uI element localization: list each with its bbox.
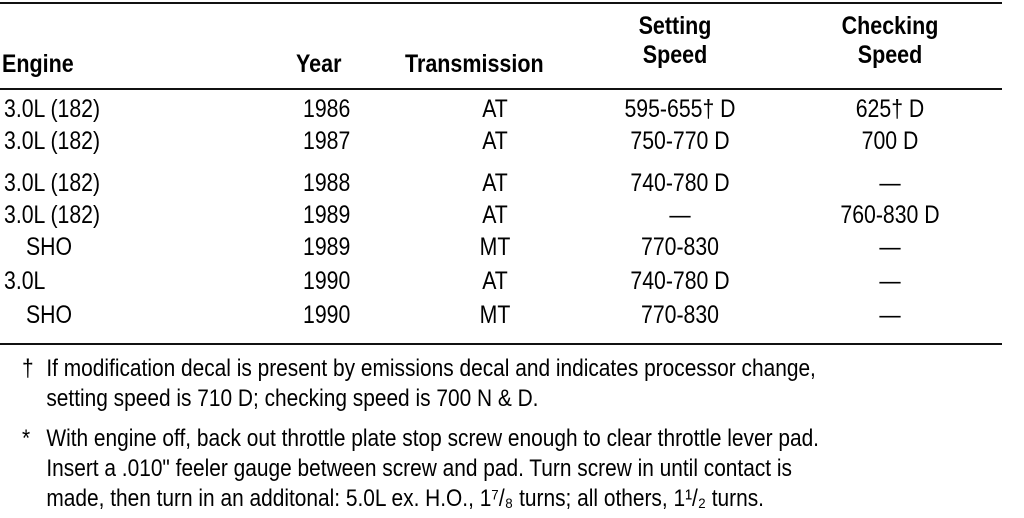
notes-rule (0, 343, 1002, 345)
cell-checking: — (879, 267, 901, 295)
cell-transmission: MT (479, 233, 511, 261)
cell-setting: 740-780 D (630, 267, 730, 295)
cell-setting: 750-770 D (630, 127, 730, 155)
cell-year: 1989 (303, 233, 351, 261)
cell-setting: 770-830 (641, 233, 719, 261)
footnote-line (22, 454, 979, 484)
cell-checking: 700 D (861, 127, 919, 155)
cell-engine: 3.0L (182) (4, 95, 101, 123)
cell-transmission: AT (482, 95, 508, 123)
cell-engine: SHO (26, 233, 73, 261)
header-engine: Engine (2, 50, 74, 78)
cell-checking: — (879, 233, 901, 261)
header-checking-speed (821, 12, 959, 70)
cell-setting: 740-780 D (630, 169, 730, 197)
cell-transmission: AT (482, 201, 508, 229)
cell-year: 1987 (303, 127, 351, 155)
cell-transmission: AT (482, 267, 508, 295)
footnote-line (22, 384, 979, 414)
cell-engine: SHO (26, 301, 73, 329)
header-setting-speed (611, 12, 740, 70)
cell-year: 1988 (303, 169, 351, 197)
footnote (22, 354, 979, 414)
header-checking-line1: Checking (841, 12, 939, 40)
cell-setting: 595-655† D (624, 95, 736, 123)
cell-year: 1990 (303, 267, 351, 295)
cell-checking: — (879, 301, 901, 329)
footnote-line (22, 424, 979, 454)
cell-transmission: AT (482, 169, 508, 197)
cell-checking: 625† D (855, 95, 925, 123)
header-setting-line1: Setting (638, 12, 712, 40)
cell-transmission: AT (482, 127, 508, 155)
footnote-text: With engine off, back out throttle plate stop screw enough to clear throttle lever pad. (46, 425, 819, 452)
cell-checking: — (879, 169, 901, 197)
header-rule (0, 88, 1002, 90)
footnote-line (22, 484, 979, 514)
cell-engine: 3.0L (182) (4, 169, 101, 197)
header-checking-line2: Speed (857, 41, 923, 69)
header-year: Year (296, 50, 342, 78)
cell-transmission: MT (479, 301, 511, 329)
footnote-text: If modification decal is present by emissions decal and indicates processor change, (46, 355, 816, 382)
cell-checking: 760-830 D (840, 201, 940, 229)
cell-setting: 770-830 (641, 301, 719, 329)
header-transmission: Transmission (405, 50, 544, 78)
cell-engine: 3.0L (182) (4, 127, 101, 155)
top-rule (0, 2, 1002, 4)
cell-year: 1989 (303, 201, 351, 229)
footnote-text: made, then turn in an additonal: 5.0L ex. H.O., 1⁷/₈ turns; all others, 1¹/₂ turns. (46, 485, 764, 512)
cell-year: 1990 (303, 301, 351, 329)
footnote-mark: * (22, 425, 31, 452)
cell-engine: 3.0L (4, 267, 46, 295)
footnote-text: Insert a .010" feeler gauge between screw and pad. Turn screw in until contact is (46, 455, 792, 482)
cell-year: 1986 (303, 95, 351, 123)
footnote-text: setting speed is 710 D; checking speed is 700 N & D. (46, 385, 539, 412)
cell-setting: — (669, 201, 691, 229)
footnote-line (22, 354, 979, 384)
footnote-mark: † (22, 355, 34, 382)
cell-engine: 3.0L (182) (4, 201, 101, 229)
header-setting-line2: Speed (642, 41, 708, 69)
footnote (22, 424, 979, 514)
